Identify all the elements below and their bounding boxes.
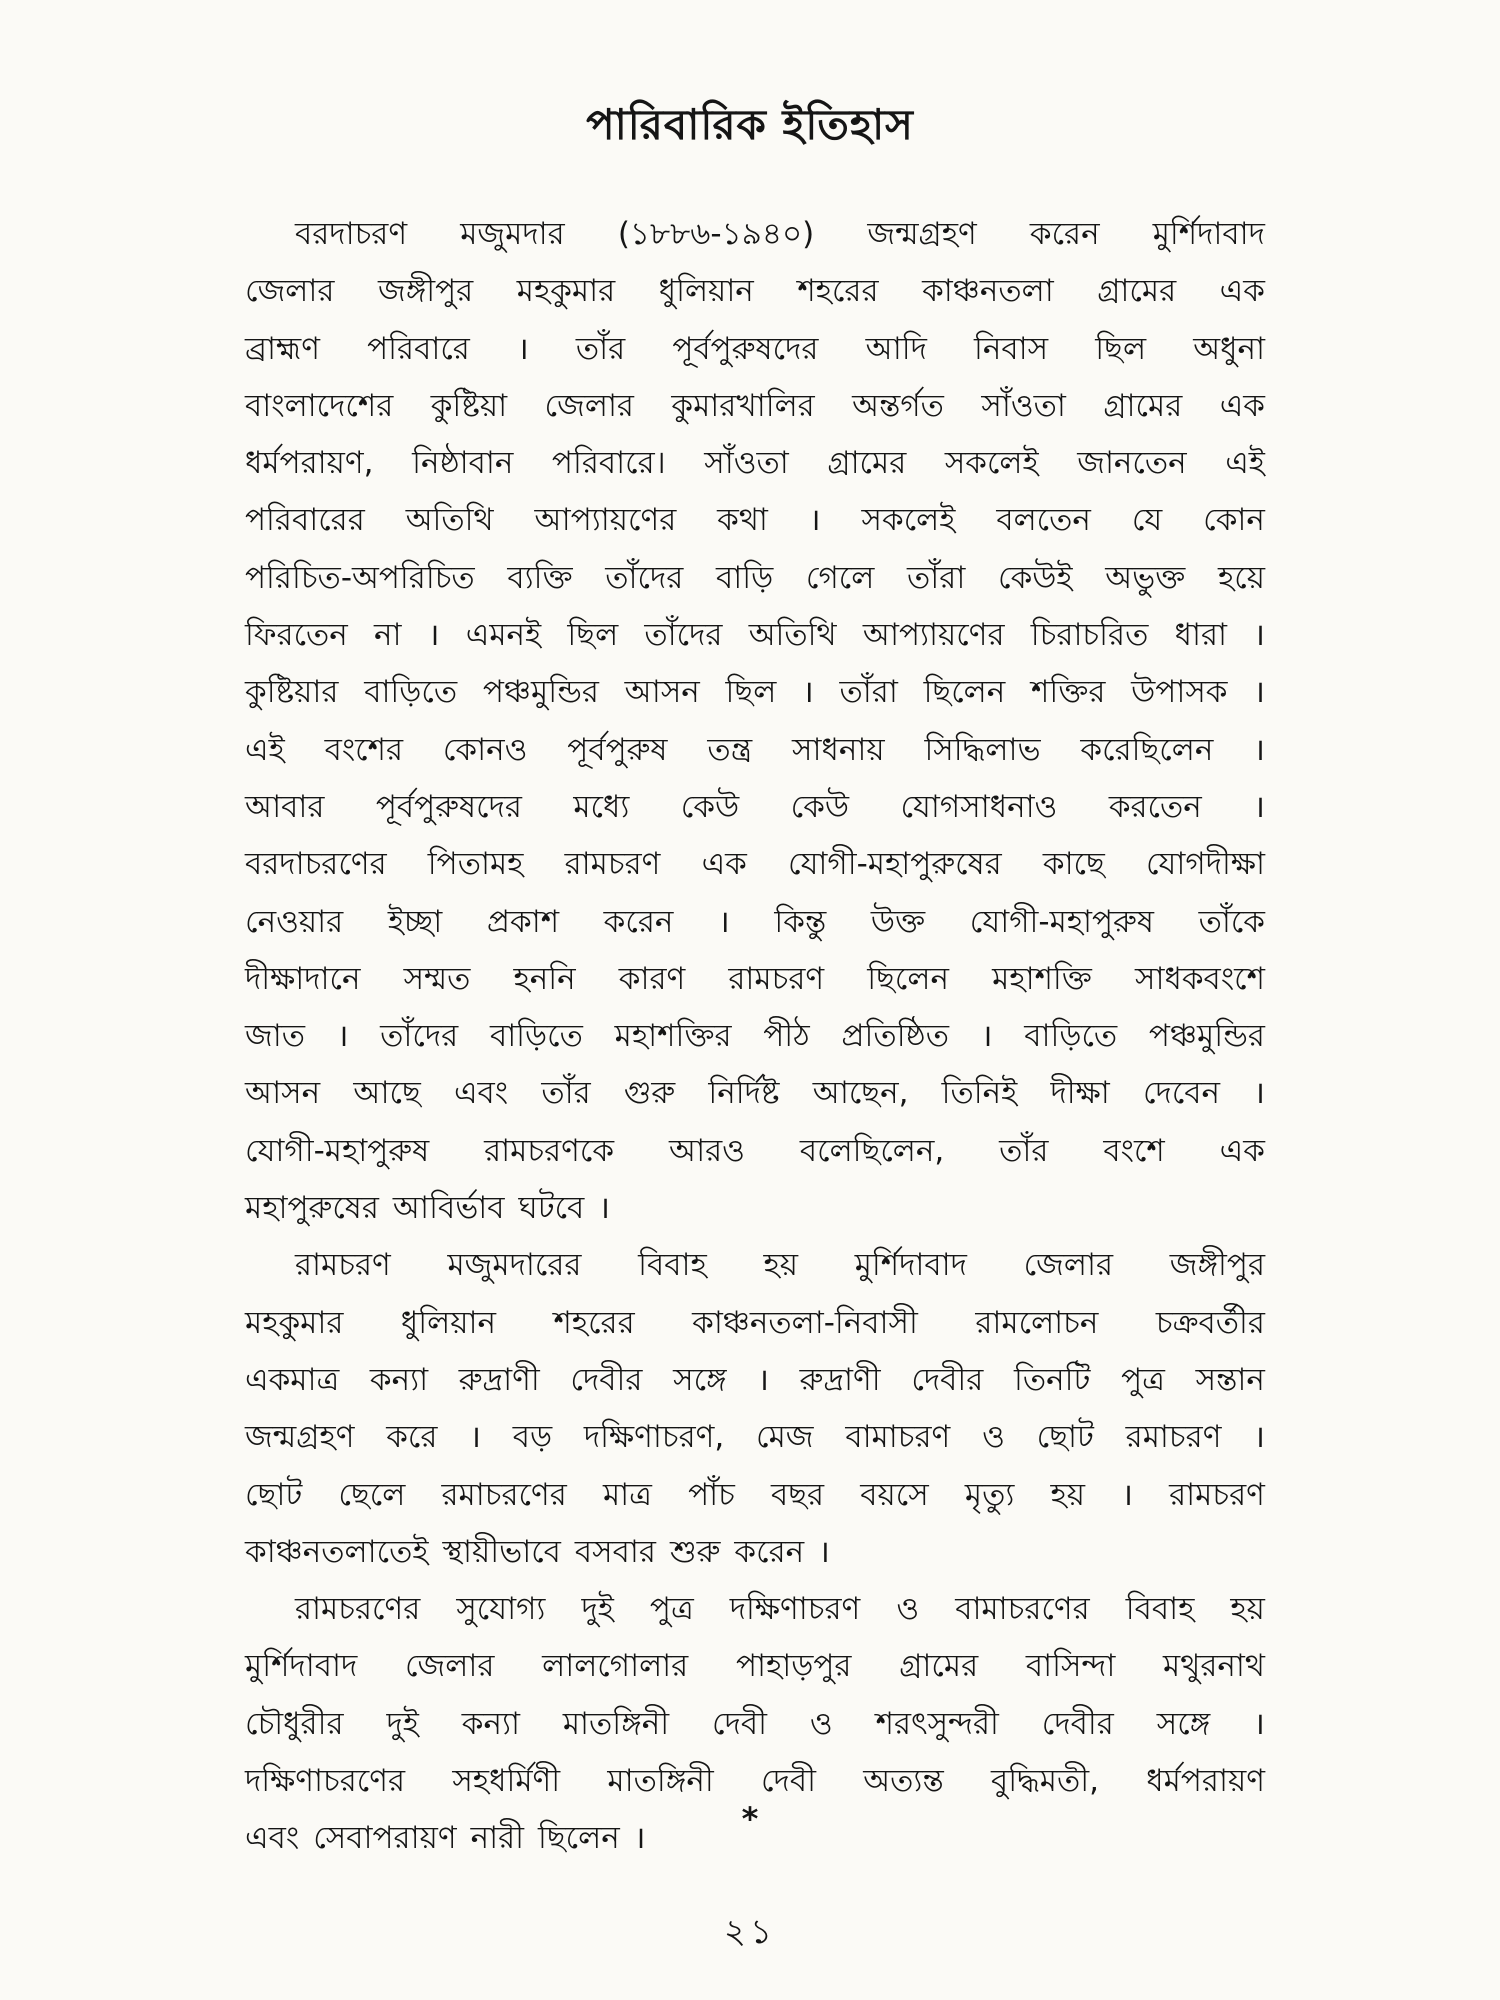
word: দেবীর	[1041, 1705, 1114, 1742]
word: এক	[1219, 387, 1265, 424]
word: বরদাচরণ	[295, 216, 408, 252]
word: ।	[1253, 674, 1265, 711]
word: রামলোচন	[975, 1304, 1099, 1341]
word: দক্ষিণাচরণের	[245, 1763, 406, 1800]
word: ছোট	[1036, 1419, 1094, 1456]
word: উক্ত	[870, 903, 926, 940]
word: বছর	[771, 1476, 825, 1513]
word: শরৎসুন্দরী	[875, 1705, 999, 1742]
word: তাঁদের	[644, 617, 723, 654]
word: এই	[245, 731, 285, 768]
word: গ্রামের	[827, 445, 907, 482]
text-line	[245, 1299, 1265, 1356]
word: কাছে	[1042, 846, 1105, 883]
word: ছিল	[725, 674, 777, 711]
word: বিবাহ	[638, 1247, 707, 1284]
word: অত্যন্ত	[863, 1763, 944, 1800]
word: বাড়িতে	[1024, 1018, 1118, 1055]
word: ছিলেন	[923, 674, 1006, 711]
word: দক্ষিণাচরণ	[729, 1591, 861, 1628]
word: পরিবারে।	[551, 445, 666, 482]
text-line	[245, 325, 1265, 382]
word: জেলার	[544, 387, 634, 424]
word: মুর্শিদাবাদ	[854, 1247, 967, 1284]
body-text	[245, 210, 1265, 1872]
word: হয়	[1050, 1476, 1086, 1513]
paragraph	[245, 210, 1265, 1241]
word: ধুলিয়ান	[658, 273, 754, 310]
word: সন্তান	[1195, 1361, 1265, 1398]
word: বয়সে	[860, 1476, 929, 1513]
word: সকলেই	[944, 445, 1039, 482]
word: বাড়িতে	[489, 1018, 583, 1055]
word: ব্যক্তি	[507, 559, 573, 596]
text-line	[245, 1012, 1265, 1069]
word: কোনও	[442, 731, 528, 768]
word: সুযোগ্য	[456, 1591, 546, 1628]
word: বলেছিলেন,	[799, 1132, 945, 1169]
word: গ্রামের	[1097, 273, 1177, 310]
word: ।	[469, 1419, 481, 1456]
word: রমাচরণের	[441, 1476, 567, 1513]
word: বরদাচরণের	[245, 846, 387, 883]
word: দীক্ষা	[1050, 1075, 1110, 1112]
word: সিদ্ধিলাভ	[924, 731, 1041, 768]
page-number: ২১	[723, 1912, 777, 1952]
word: তাঁদের	[605, 559, 684, 596]
word: কাঞ্চনতলা-নিবাসী	[692, 1304, 918, 1341]
word: আসন	[245, 1075, 321, 1112]
word: এক	[701, 846, 747, 883]
word: দক্ষিণাচরণ,	[583, 1419, 725, 1456]
word: তাঁর	[575, 330, 626, 367]
word: কেউ	[680, 788, 740, 825]
word: মহাশক্তির	[614, 1018, 732, 1055]
word: রামচরণ	[728, 960, 825, 997]
text-line	[245, 496, 1265, 553]
word: ।	[1253, 731, 1265, 768]
word: জঙ্গীপুর	[377, 273, 474, 310]
word: রামচরণ	[1169, 1476, 1265, 1513]
word: ।	[757, 1361, 769, 1398]
word: মজুমদারের	[447, 1247, 582, 1284]
word: জেলার	[245, 273, 335, 310]
word: অতিথি	[405, 502, 494, 539]
word: গ্রামের	[1103, 387, 1183, 424]
word: দেবী	[760, 1763, 816, 1800]
word: ।	[1253, 1419, 1265, 1456]
word: হয়ে	[1217, 559, 1265, 596]
word: কন্যা	[461, 1705, 520, 1742]
word: জঙ্গীপুর	[1169, 1247, 1265, 1284]
word: এবং	[245, 1820, 300, 1857]
word: বড়	[512, 1419, 553, 1456]
word: মেজ	[756, 1419, 814, 1456]
text-line	[245, 1356, 1265, 1413]
word: নির্দিষ্ট	[708, 1075, 780, 1112]
text-line	[245, 955, 1265, 1012]
word: রামচরণ	[564, 846, 661, 883]
word: পাঁচ	[688, 1476, 735, 1513]
word: রুদ্রাণী	[799, 1361, 881, 1398]
word: আসন	[624, 674, 700, 711]
word: ধুলিয়ান	[400, 1304, 497, 1341]
word: ।	[1253, 1075, 1265, 1112]
word: জানতেন	[1077, 445, 1187, 482]
word: বসবার	[574, 1533, 656, 1570]
word: ইচ্ছা	[387, 903, 443, 940]
word: এক	[1219, 273, 1265, 310]
word: বংশের	[324, 731, 404, 768]
word: নারী	[470, 1820, 524, 1857]
word: ।	[1253, 617, 1265, 654]
word: সাধনায়	[791, 731, 885, 768]
word: দেবেন	[1142, 1075, 1221, 1112]
word: ।	[717, 903, 730, 940]
word: ও	[809, 1705, 833, 1742]
word: মাতঙ্গিনী	[607, 1763, 714, 1800]
word: বুদ্ধিমতী,	[990, 1763, 1100, 1800]
word: সঙ্গে	[1156, 1705, 1211, 1742]
word: ও	[896, 1591, 920, 1628]
word: মুর্শিদাবাদ	[1152, 216, 1265, 252]
word: জাত	[245, 1018, 305, 1055]
word: সহধর্মিণী	[452, 1763, 561, 1800]
word: ।	[517, 330, 529, 367]
text-line	[245, 1471, 1265, 1528]
word: করেন	[1029, 216, 1100, 252]
word: ।	[980, 1018, 993, 1055]
word: সেবাপরায়ণ	[313, 1820, 457, 1857]
word: বাংলাদেশের	[245, 387, 394, 424]
text-line	[245, 1241, 1265, 1298]
text-line	[245, 210, 1265, 267]
word: রামচরণের	[295, 1591, 421, 1628]
word: মথুরনাথ	[1163, 1648, 1265, 1685]
word: কিন্তু	[774, 903, 827, 940]
word: নেওয়ার	[245, 903, 344, 940]
word: যোগদীক্ষা	[1145, 846, 1265, 883]
text-line	[245, 611, 1265, 668]
word: করে	[386, 1419, 438, 1456]
word: কুমারখালির	[671, 387, 815, 424]
section-separator: *	[741, 1800, 759, 1838]
word: হয়	[763, 1247, 799, 1284]
word: নিষ্ঠাবান	[412, 445, 514, 482]
word: ।	[1253, 1705, 1265, 1742]
word: লালগোলার	[542, 1648, 689, 1685]
word: ।	[802, 674, 814, 711]
word: জন্মগ্রহণ	[867, 216, 977, 252]
word: মাতঙ্গিনী	[562, 1705, 670, 1742]
word: সকলেই	[861, 502, 956, 539]
word: তাঁরা	[907, 559, 966, 596]
word: পঞ্চমুন্ডির	[482, 674, 599, 711]
word: তিনটি	[1014, 1361, 1091, 1398]
word: রামচরণ	[295, 1247, 391, 1284]
word: পূর্বপুরুষদের	[375, 788, 522, 825]
word: ।	[336, 1018, 349, 1055]
word: আছে	[353, 1075, 421, 1112]
word: তাঁদের	[380, 1018, 459, 1055]
word: একমাত্র	[245, 1361, 340, 1398]
text-line	[245, 726, 1265, 783]
word: বলতেন	[996, 502, 1091, 539]
text-line	[245, 1642, 1265, 1699]
word: মাত্র	[602, 1476, 652, 1513]
word: রমাচরণ	[1125, 1419, 1222, 1456]
word: যোগী-মহাপুরুষ	[969, 903, 1154, 940]
word: ও	[982, 1419, 1005, 1456]
word: কথা	[717, 502, 768, 539]
word: বিবাহ	[1125, 1591, 1195, 1628]
word: দীক্ষাদানে	[245, 960, 361, 997]
word: কাঞ্চনতলাতেই	[245, 1533, 429, 1570]
word: ধর্মপরায়ণ,	[245, 445, 374, 482]
word: কেউ	[790, 788, 850, 825]
text-line	[245, 554, 1265, 611]
word: শহরের	[553, 1304, 635, 1341]
word: আবার	[245, 788, 325, 825]
word: সাধকবংশে	[1135, 960, 1265, 997]
word: ছিল	[567, 617, 619, 654]
word: আপ্যায়ণের	[862, 617, 1005, 654]
page-title: পারিবারিক ইতিহাস	[586, 100, 914, 149]
text-line	[245, 1069, 1265, 1126]
word: উপাসক	[1131, 674, 1228, 711]
word: ।	[598, 1190, 611, 1227]
word: ।	[1121, 1476, 1133, 1513]
word: আবির্ভাব	[392, 1190, 505, 1227]
word: ।	[427, 617, 440, 654]
word: চক্রবর্তীর	[1155, 1304, 1265, 1341]
word: দুই	[386, 1705, 419, 1742]
text-line	[245, 783, 1265, 840]
word: এমনই	[465, 617, 542, 654]
word: অধুনা	[1193, 330, 1265, 367]
text-line	[245, 1184, 1265, 1241]
word: তন্ত্র	[707, 731, 753, 768]
word: কারণ	[618, 960, 686, 997]
word: পুত্র	[649, 1591, 694, 1628]
text-line	[245, 1127, 1265, 1184]
word: বামাচরণ	[845, 1419, 951, 1456]
word: জেলার	[404, 1648, 495, 1685]
word: পরিচিত-অপরিচিত	[245, 559, 475, 596]
word: ছিলেন	[867, 960, 949, 997]
word: যোগী-মহাপুরুষ	[245, 1132, 430, 1169]
word: বংশে	[1103, 1132, 1165, 1169]
word: অভুক্ত	[1105, 559, 1186, 596]
word: শুরু	[669, 1533, 721, 1570]
word: কেউই	[998, 559, 1073, 596]
word: স্থায়ীভাবে	[442, 1533, 561, 1570]
word: পরিবারের	[245, 502, 365, 539]
word: ব্রাহ্মণ	[245, 330, 320, 367]
word: দেবীর	[570, 1361, 643, 1398]
word: ফিরতেন	[245, 617, 348, 654]
word: ছোট	[245, 1476, 303, 1513]
text-line	[245, 840, 1265, 897]
word: বাড়ি	[715, 559, 774, 596]
word: কোন	[1203, 502, 1265, 539]
text-line	[245, 1700, 1265, 1757]
word: ঘটবে	[518, 1190, 585, 1227]
word: দুই	[581, 1591, 614, 1628]
text-line	[245, 1585, 1265, 1642]
word: পুত্র	[1121, 1361, 1165, 1398]
word: না	[374, 617, 402, 654]
word: গুরু	[623, 1075, 676, 1112]
word: এবং	[453, 1075, 509, 1112]
word: তাঁরা	[839, 674, 898, 711]
word: আরও	[668, 1132, 745, 1169]
word: অতিথি	[748, 617, 837, 654]
word: ।	[808, 502, 821, 539]
word: (১৮৮৬-১৯৪০)	[617, 216, 815, 252]
word: পঞ্চমুন্ডির	[1148, 1018, 1265, 1055]
word: ছিল	[1095, 330, 1147, 367]
word: আদি	[865, 330, 927, 367]
word: দেবীর	[911, 1361, 984, 1398]
word: হয়	[1230, 1591, 1265, 1628]
word: যোগী-মহাপুরুষের	[788, 846, 1002, 883]
text-line	[245, 668, 1265, 725]
word: পাহাড়পুর	[735, 1648, 852, 1685]
word: ।	[633, 1820, 646, 1857]
word: বাসিন্দা	[1025, 1648, 1116, 1685]
word: যে	[1131, 502, 1163, 539]
word: করতেন	[1108, 788, 1202, 825]
text-line	[245, 1413, 1265, 1470]
word: এই	[1225, 445, 1265, 482]
word: জেলার	[1023, 1247, 1114, 1284]
word: চৌধুরীর	[245, 1705, 344, 1742]
text-line	[245, 1528, 1265, 1585]
word: রুদ্রাণী	[458, 1361, 540, 1398]
word: মুর্শিদাবাদ	[245, 1648, 358, 1685]
word: অন্তর্গত	[852, 387, 944, 424]
word: তিনিই	[941, 1075, 1018, 1112]
word: বাড়িতে	[364, 674, 458, 711]
word: সাঁওতা	[981, 387, 1066, 424]
word: মহকুমার	[516, 273, 616, 310]
text-line	[245, 439, 1265, 496]
word: সম্মত	[403, 960, 471, 997]
word: চিরাচরিত	[1030, 617, 1149, 654]
word: তাঁর	[999, 1132, 1049, 1169]
word: পরিবারে	[367, 330, 470, 367]
text-line	[245, 898, 1265, 955]
word: হননি	[513, 960, 576, 997]
word: যোগসাধনাও	[900, 788, 1058, 825]
word: পূর্বপুরুষ	[567, 731, 668, 768]
paragraph	[245, 1241, 1265, 1585]
word: কাঞ্চনতলা	[922, 273, 1054, 310]
word: সাঁওতা	[704, 445, 789, 482]
word: গ্রামের	[899, 1648, 979, 1685]
word: ।	[818, 1533, 830, 1570]
word: মজুমদার	[460, 216, 565, 252]
word: কুষ্টিয়া	[430, 387, 508, 424]
word: করেন	[603, 903, 674, 940]
word: মৃত্যু	[964, 1476, 1015, 1513]
word: গেলে	[805, 559, 875, 596]
word: শক্তির	[1031, 674, 1106, 711]
word: বামাচরণের	[955, 1591, 1090, 1628]
word: ছেলে	[338, 1476, 406, 1513]
word: কুষ্টিয়ার	[245, 674, 339, 711]
word: মহাপুরুষের	[245, 1190, 379, 1227]
word: জন্মগ্রহণ	[245, 1419, 355, 1456]
text-line	[245, 382, 1265, 439]
word: তাঁর	[541, 1075, 591, 1112]
word: মহাশক্তি	[992, 960, 1092, 997]
word: প্রকাশ	[486, 903, 560, 940]
word: মধ্যে	[573, 788, 630, 825]
word: করেছিলেন	[1080, 731, 1214, 768]
word: মহকুমার	[245, 1304, 344, 1341]
word: আছেন,	[812, 1075, 909, 1112]
word: আপ্যায়ণের	[534, 502, 677, 539]
word: ধারা	[1174, 617, 1227, 654]
word: পূর্বপুরুষদের	[672, 330, 819, 367]
word: কন্যা	[369, 1361, 429, 1398]
word: ধর্মপরায়ণ	[1146, 1763, 1265, 1800]
word: এক	[1219, 1132, 1265, 1169]
word: সঙ্গে	[673, 1361, 727, 1398]
word: তাঁকে	[1198, 903, 1265, 940]
word: শহরের	[797, 273, 879, 310]
word: দেবী	[712, 1705, 768, 1742]
word: করেন	[734, 1533, 805, 1570]
word: ।	[1253, 788, 1265, 825]
word: নিবাস	[974, 330, 1049, 367]
word: ছিলেন	[538, 1820, 620, 1857]
text-line	[245, 267, 1265, 324]
word: রামচরণকে	[484, 1132, 615, 1169]
word: পীঠ	[763, 1018, 810, 1055]
word: পিতামহ	[427, 846, 524, 883]
word: প্রতিষ্ঠিত	[841, 1018, 950, 1055]
